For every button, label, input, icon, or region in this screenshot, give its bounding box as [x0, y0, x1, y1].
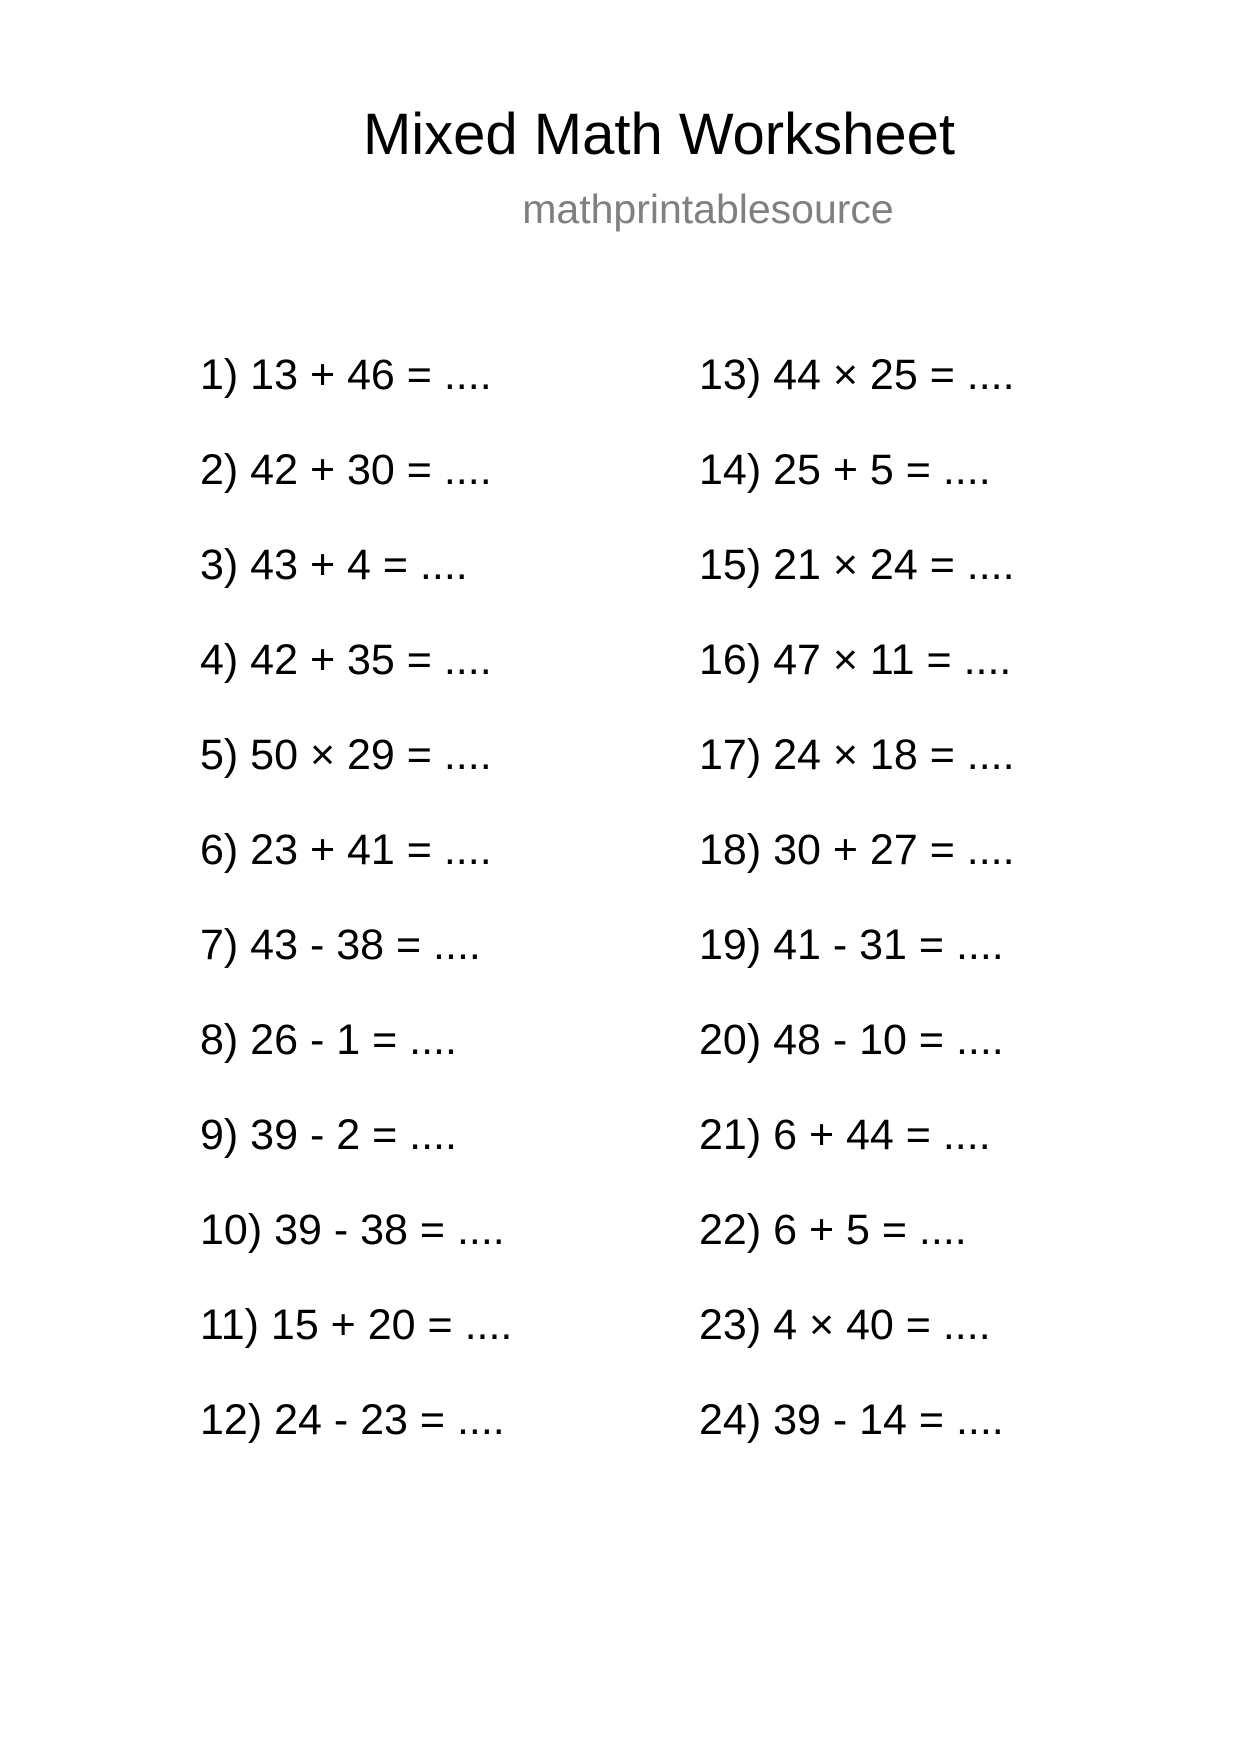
problem-3: 3) 43 + 4 = .... [200, 541, 468, 589]
problem-column-left [200, 349, 680, 1489]
problem-12: 12) 24 - 23 = .... [200, 1396, 505, 1444]
problem-17: 17) 24 × 18 = .... [699, 731, 1015, 779]
problem-8: 8) 26 - 1 = .... [200, 1016, 457, 1064]
problem-7: 7) 43 - 38 = .... [200, 921, 481, 969]
problem-16: 16) 47 × 11 = .... [699, 636, 1012, 684]
problem-24: 24) 39 - 14 = .... [699, 1396, 1004, 1444]
problem-5: 5) 50 × 29 = .... [200, 731, 492, 779]
problem-1: 1) 13 + 46 = .... [200, 351, 492, 399]
problem-10: 10) 39 - 38 = .... [200, 1206, 505, 1254]
problem-column-right [699, 349, 1179, 1489]
problem-18: 18) 30 + 27 = .... [699, 826, 1015, 874]
problem-9: 9) 39 - 2 = .... [200, 1111, 457, 1159]
problem-14: 14) 25 + 5 = .... [699, 446, 991, 494]
problem-13: 13) 44 × 25 = .... [699, 351, 1015, 399]
problem-19: 19) 41 - 31 = .... [699, 921, 1004, 969]
problem-15: 15) 21 × 24 = .... [699, 541, 1015, 589]
problem-11: 11) 15 + 20 = .... [200, 1301, 513, 1349]
problem-4: 4) 42 + 35 = .... [200, 636, 492, 684]
worksheet-title: Mixed Math Worksheet [362, 102, 956, 167]
problem-22: 22) 6 + 5 = .... [699, 1206, 967, 1254]
problem-20: 20) 48 - 10 = .... [699, 1016, 1004, 1064]
worksheet-source: mathprintablesource [522, 186, 894, 232]
problem-6: 6) 23 + 41 = .... [200, 826, 492, 874]
problem-23: 23) 4 × 40 = .... [699, 1301, 991, 1349]
problem-21: 21) 6 + 44 = .... [699, 1111, 991, 1159]
problem-2: 2) 42 + 30 = .... [200, 446, 492, 494]
